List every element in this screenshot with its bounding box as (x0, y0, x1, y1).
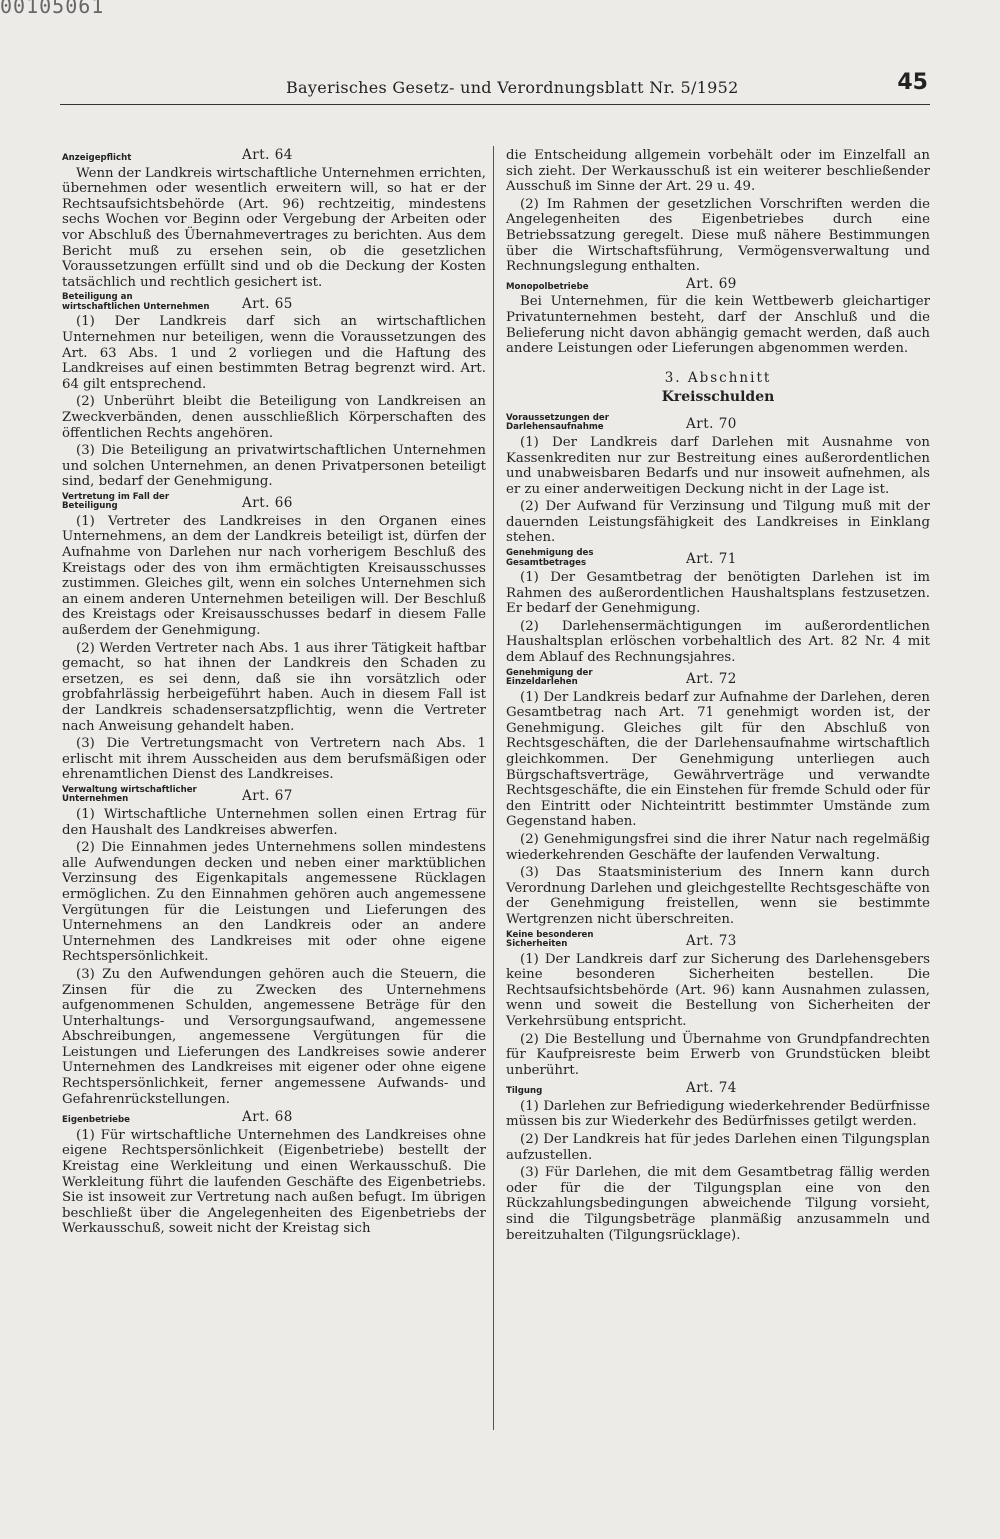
right-column-continuation (506, 148, 930, 275)
paragraph: (2) Unberührt bleibt die Beteiligung von Landkreisen an Zweckverbänden, denen ausschließlich Körperschaften des öffentlichen Rechts angehören. (62, 394, 486, 441)
article (506, 549, 930, 666)
margin-note: Anzeigepflicht (62, 153, 132, 164)
article (62, 493, 486, 783)
article (62, 1110, 486, 1237)
paragraph: (2) Genehmigungsfrei sind die ihrer Natur nach regelmäßig wiederkehrenden Geschäfte der laufenden Verwaltung. (506, 831, 930, 863)
article-number: Art. 68 (242, 1109, 293, 1126)
article-number: Art. 69 (686, 275, 737, 292)
paragraph: (2) Im Rahmen der gesetzlichen Vorschriften werden die Angelegenheiten des Eigenbetriebes durch eine Betriebssatzung geregelt. Diese muß nähere Bestimmungen über die Wirtschaftsführung, Vermögensverwaltung und Rechnungslegung enthalten. (506, 196, 930, 275)
paragraph: (1) Der Landkreis darf sich an wirtschaftlichen Unternehmen nur beteiligen, wenn die Voraussetzungen des Art. 63 Abs. 1 und 2 vorliegen und die Haftung des Landkreises auf einen bestimmten Betrag begrenzt wird. Art. 64 gilt entsprechend. (62, 314, 486, 392)
article-heading (62, 493, 486, 512)
right-column-articles-post (506, 414, 930, 1243)
article (62, 148, 486, 290)
paragraph: (2) Die Einnahmen jedes Unternehmens sollen mindestens alle Aufwendungen decken und neben einer marktüblichen Verzinsung des Eigenkapitals angemessene Rücklagen ermöglichen. Zu den Einnahmen gehören auch angemessene Vergütungen für die Leistungen und Lieferungen des Unternehmens an den Landkreis oder an andere Unternehmen des Landkreises mit oder ohne eigene Rechtspersönlichkeit. (62, 840, 486, 965)
right-column-articles-pre (506, 277, 930, 357)
article-number: Art. 66 (242, 495, 293, 512)
section-title: Kreisschulden (661, 389, 775, 406)
section-label: 3. Abschnitt (664, 369, 772, 386)
margin-note: Verwaltung wirtschaftlicher Unternehmen (62, 784, 197, 805)
paragraph: (2) Darlehensermächtigungen im außerordentlichen Haushaltsplan erlöschen vorbehaltlich des Art. 82 Nr. 4 mit dem Ablauf des Rechnungsjahres. (506, 618, 930, 666)
article-number: Art. 65 (242, 295, 293, 312)
page-number: 45 (897, 70, 928, 95)
page-title: Bayerisches Gesetz- und Verordnungsblatt Nr. 5/1952 (286, 78, 739, 97)
paragraph: (1) Vertreter des Landkreises in den Organen eines Unternehmens, an dem der Landkreis beteiligt ist, dürfen der Aufnahme von Darlehen nur nach vorherigem Beschluß des Kreistags oder des von ihm ermächtigten Kreisausschusses zustimmen. Gleiches gilt, wenn ein solches Unternehmen sich an einem anderen Unternehmen beteiligen will. Der Beschluß des Kreistags oder Kreisausschusses bedarf in diesem Falle außerdem der Genehmigung. (62, 513, 486, 639)
paragraph: (1) Der Landkreis bedarf zur Aufnahme der Darlehen, deren Gesamtbetrag nach Art. 71 genehmigt worden ist, der Genehmigung. Gleiches gilt für den Abschluß von Rechtsgeschäften, die der Darlehensaufnahme wirtschaftlich gleichkommen. Der Genehmigung unterliegen auch Bürgschaftsverträge, Gewährverträge und verwandte Rechtsgeschäfte, die ein Einstehen für fremde Schuld oder für den Eintritt oder Nichteintritt bestimmter Umstände zum Gegenstand haben. (506, 689, 930, 830)
margin-note: Beteiligung an wirtschaftlichen Unternehmen (62, 292, 210, 312)
article-heading (62, 786, 486, 805)
article (506, 931, 930, 1079)
article-heading (506, 414, 930, 433)
paragraph: (3) Das Staatsministerium des Innern kann durch Verordnung Darlehen und gleichgestellte Rechtsgeschäfte von der Genehmigung freistellen, wenn sie bestimmte Wertgrenzen nicht überschreiten. (506, 865, 930, 927)
article-heading (62, 148, 486, 164)
column-divider (493, 146, 494, 1430)
article-number: Art. 74 (686, 1080, 737, 1097)
margin-note: Voraussetzungen der Darlehensaufnahme (506, 412, 609, 433)
right-column (506, 148, 930, 1246)
margin-note: Vertretung im Fall der Beteiligung (62, 491, 170, 512)
article (62, 786, 486, 1107)
article (506, 277, 930, 357)
article (506, 1081, 930, 1243)
paragraph: (1) Der Landkreis darf Darlehen mit Ausnahme von Kassenkrediten nur zur Bestreitung eines außerordentlichen und unabweisbaren Bedarfs und nur insoweit aufnehmen, als er zu einer anderweitigen Deckung nicht in der Lage ist. (506, 434, 930, 497)
margin-note: Eigenbetriebe (62, 1115, 130, 1126)
left-column (62, 148, 486, 1240)
article-number: Art. 67 (242, 788, 293, 805)
paragraph: (1) Der Gesamtbetrag der benötigten Darlehen ist im Rahmen des außerordentlichen Haushaltsplans festzusetzen. Er bedarf der Genehmigung. (506, 570, 930, 617)
article-number: Art. 71 (686, 551, 737, 568)
scan-id: 00105061 (0, 0, 105, 18)
paragraph: die Entscheidung allgemein vorbehält oder im Einzelfall an sich zieht. Der Werkausschuß ist ein weiterer beschließender Ausschuß im Sinne der Art. 29 u. 49. (506, 148, 930, 195)
margin-note: Genehmigung der Einzeldarlehen (506, 667, 593, 688)
paragraph: (2) Der Landkreis hat für jedes Darlehen einen Tilgungsplan aufzustellen. (506, 1132, 930, 1163)
article-number: Art. 72 (686, 671, 737, 688)
article-number: Art. 64 (242, 147, 293, 163)
article-heading (506, 669, 930, 688)
article (506, 414, 930, 546)
article-number: Art. 70 (686, 416, 737, 433)
paragraph: (2) Werden Vertreter nach Abs. 1 aus ihrer Tätigkeit haftbar gemacht, so hat ihnen der Landkreis den Schaden zu ersetzen, es sei denn, daß sie ihn vorsätzlich oder grobfahrlässig herbeigeführt haben. Auch in diesem Fall ist der Landkreis schadensersatzpflichtig, wenn die Vertreter nach Anweisung gehandelt haben. (62, 640, 486, 734)
paragraph: (3) Die Vertretungsmacht von Vertretern nach Abs. 1 erlischt mit ihrem Ausscheiden aus dem berufsmäßigen oder ehrenamtlichen Dienst des Landkreises. (62, 736, 486, 783)
margin-note: Genehmigung des Gesamtbetrages (506, 548, 594, 568)
margin-note: Monopolbetriebe (506, 281, 589, 292)
article (506, 669, 930, 928)
page-header (60, 70, 930, 105)
article-heading (62, 293, 486, 312)
paragraph: (3) Zu den Aufwendungen gehören auch die Steuern, die Zinsen für die zu Zwecken des Unternehmens aufgenommenen Schulden, angemessene Beträge für den Unterhaltungs- und Versorgungsaufwand, angemessene Abschreibungen, angemessene Vergütungen für die Leistungen und Lieferungen des Landkreises sowie anderer Unternehmen des Landkreises mit eigener oder ohne eigene Rechtspersönlichkeit, ferner angemessene Aufwands- und Gefahrenrückstellungen. (62, 966, 486, 1107)
paragraph: (2) Die Bestellung und Übernahme von Grundpfandrechten für Kaufpreisreste beim Erwerb von Grundstücken bleibt unberührt. (506, 1031, 930, 1078)
paragraph: (3) Für Darlehen, die mit dem Gesamtbetrag fällig werden oder für die der Tilgungsplan eine von den Rückzahlungsbedingungen abweichende Tilgung vorsieht, sind die Tilgungsbeträge planmäßig anzusammeln und bereitzuhalten (Tilgungsrücklage). (506, 1165, 930, 1243)
article-heading (62, 1110, 486, 1126)
paragraph: (1) Wirtschaftliche Unternehmen sollen einen Ertrag für den Haushalt des Landkreises abwerfen. (62, 806, 486, 838)
margin-note: Keine besonderen Sicherheiten (506, 929, 594, 950)
article-heading (506, 277, 930, 293)
paragraph: (1) Der Landkreis darf zur Sicherung des Darlehensgebers keine besonderen Sicherheiten bestellen. Die Rechtsaufsichtsbehörde (Art. 96) kann Ausnahmen zulassen, wenn und soweit die Bestellung von Sicherheiten der Verkehrsübung entspricht. (506, 951, 930, 1029)
paragraph: (1) Für wirtschaftliche Unternehmen des Landkreises ohne eigene Rechtspersönlichkeit (Eigenbetriebe) bestellt der Kreistag eine Werkleitung und einen Werkausschuß. Die Werkleitung führt die laufenden Geschäfte des Eigenbetriebs. Sie ist insoweit zur Vertretung nach außen befugt. Im übrigen beschließt über die Angelegenheiten des Eigenbetriebs der Werkausschuß, soweit nicht der Kreistag sich (62, 1127, 486, 1237)
article-number: Art. 73 (686, 932, 737, 949)
paragraph: Wenn der Landkreis wirtschaftliche Unternehmen errichten, übernehmen oder wesentlich erweitern will, so hat er der Rechtsaufsichtsbehörde (Art. 96) rechtzeitig, mindestens sechs Wochen vor Beginn oder Vergebung der Arbeiten oder vor Abschluß des Übernahmevertrages zu berichten. Aus dem Bericht muß zu ersehen sein, ob die gesetzlichen Voraussetzungen erfüllt sind und ob die Deckung der Kosten tatsächlich und rechtlich gesichert ist. (62, 165, 486, 290)
margin-note: Tilgung (506, 1086, 543, 1097)
article-heading (506, 931, 930, 950)
paragraph: (3) Die Beteiligung an privatwirtschaftlichen Unternehmen und solchen Unternehmen, an denen Privatpersonen beteiligt sind, bedarf der Genehmigung. (62, 443, 486, 490)
article-heading (506, 549, 930, 568)
paragraph: (1) Darlehen zur Befriedigung wiederkehrender Bedürfnisse müssen bis zur Wiederkehr des Bedürfnisses getilgt werden. (506, 1098, 930, 1130)
article (62, 293, 486, 490)
paragraph: Bei Unternehmen, für die kein Wettbewerb gleichartiger Privatunternehmen besteht, darf der Anschluß und die Belieferung nicht davon abhängig gemacht werden, daß auch andere Leistungen oder Lieferungen abgenommen werden. (506, 294, 930, 357)
paragraph: (2) Der Aufwand für Verzinsung und Tilgung muß mit der dauernden Leistungsfähigkeit des Landkreises in Einklang stehen. (506, 499, 930, 546)
article-heading (506, 1081, 930, 1097)
